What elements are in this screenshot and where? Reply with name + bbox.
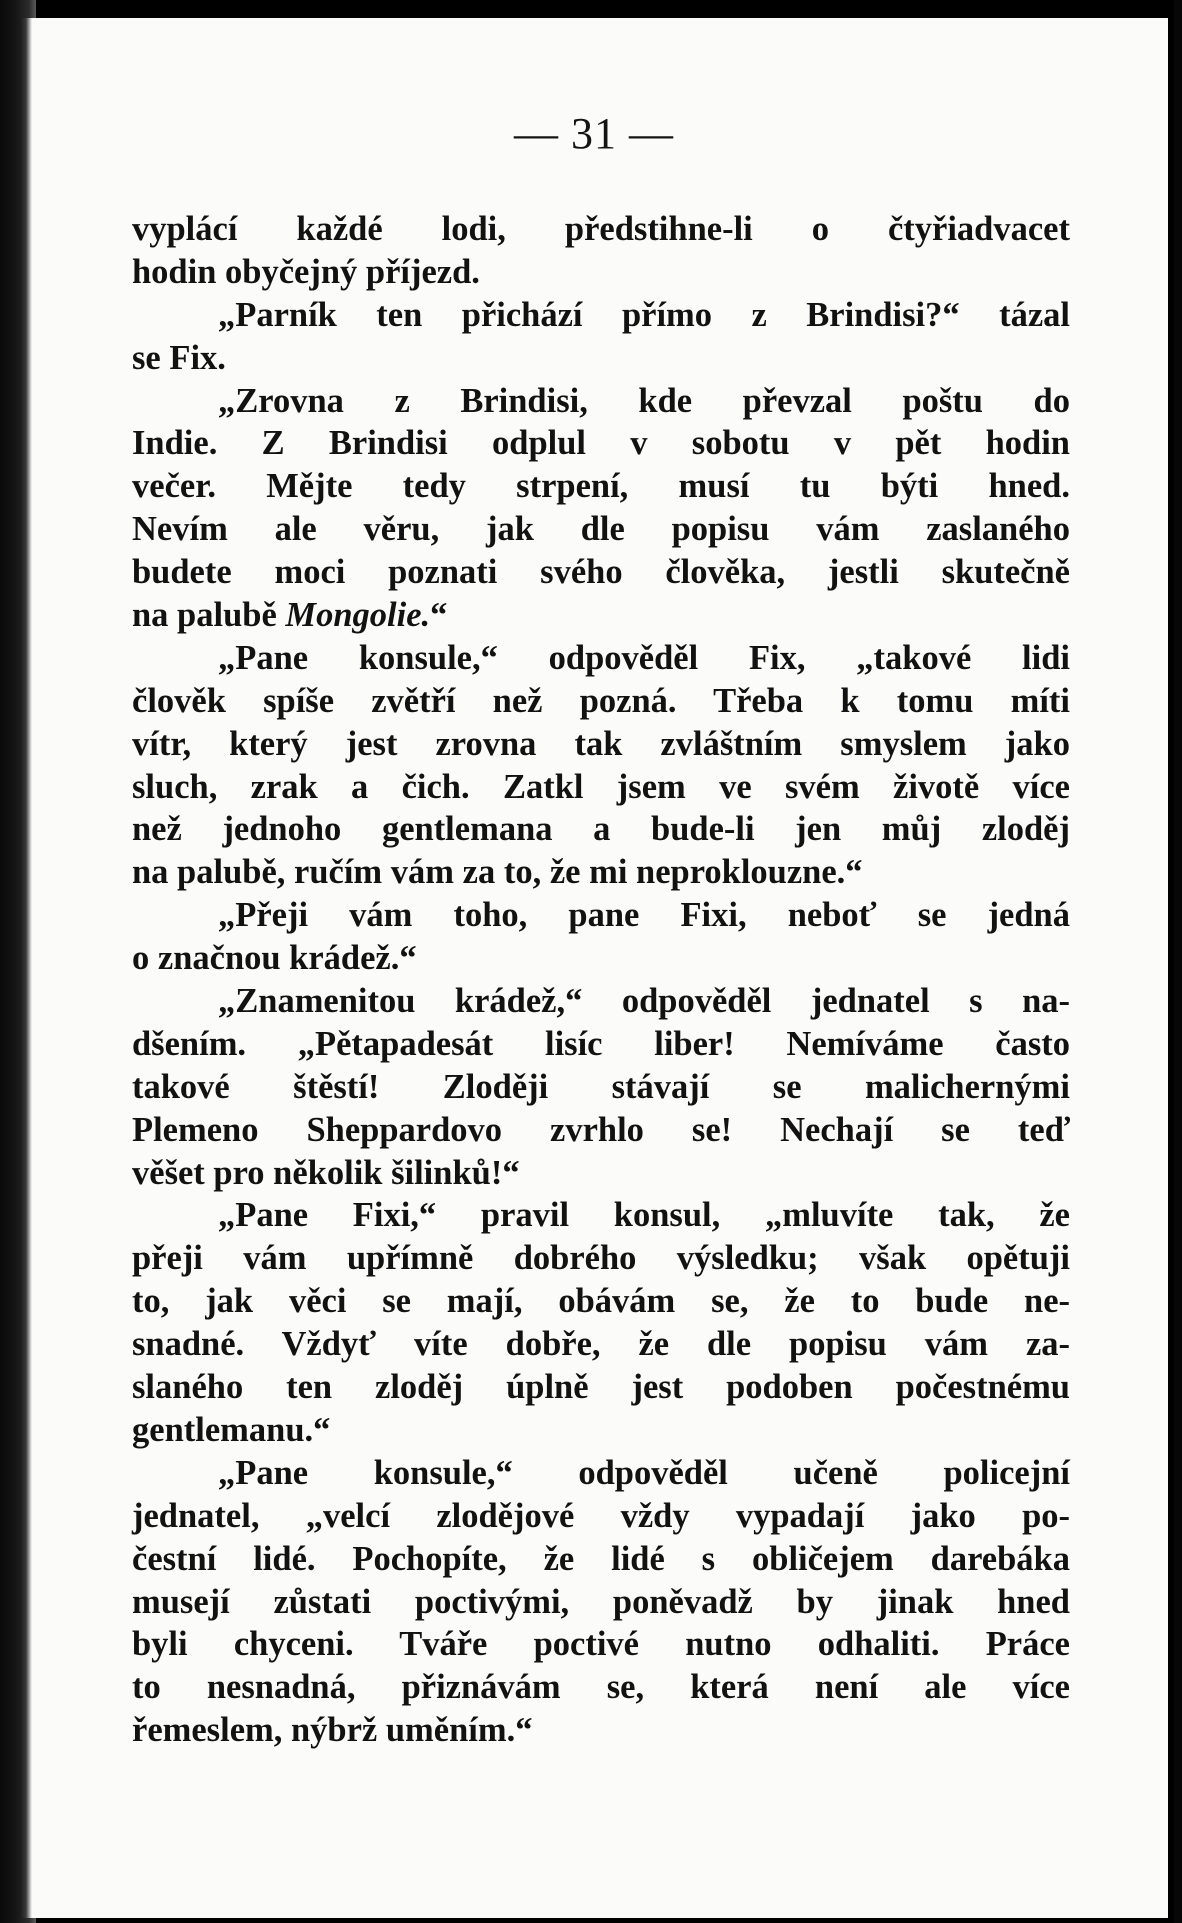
text-line: Nevím ale věru, jak dle popisu vám zaslaného (132, 510, 1070, 549)
text-line: „Pane konsule,“ odpověděl Fix, „takové lidi (218, 638, 1070, 677)
text-line: vyplácí každé lodi, předstihne-li o čtyřiadvacet (132, 210, 1070, 248)
text-line: „Přeji vám toho, pane Fixi, neboť se jedná (218, 896, 1070, 935)
text-line: dšením. „Pětapadesát lisíc liber! Nemíváme často (132, 1024, 1070, 1063)
body-text (132, 208, 1070, 1752)
closing-quote: “ (430, 596, 448, 635)
ship-name: Mongolie. (285, 596, 431, 635)
text-line: to, jak věci se mají, obávám se, že to bude ne- (132, 1282, 1070, 1321)
text-line: „Pane konsule,“ odpověděl učeně policejní (218, 1453, 1070, 1492)
text-line: gentlemanu.“ (132, 1410, 331, 1449)
text-line: věšet pro několik šilinků!“ (132, 1153, 520, 1192)
text-line: „Zrovna z Brindisi, kde převzal poštu do (218, 381, 1070, 420)
text-line: jednatel, „velcí zlodějové vždy vypadají jako po- (132, 1496, 1070, 1535)
text-line: se Fix. (132, 338, 226, 377)
text-line: to nesnadná, přiznávám se, která není ale více (132, 1668, 1070, 1707)
text-line: přeji vám upřímně dobrého výsledku; však opětuji (132, 1239, 1070, 1278)
text-line: na palubě, ručím vám za to, že mi neproklouzne.“ (132, 853, 863, 892)
text-line: snadné. Vždyť víte dobře, že dle popisu vám za- (132, 1325, 1070, 1364)
text-line (132, 594, 1070, 637)
text-line: večer. Mějte tedy strpení, musí tu býti hned. (132, 467, 1070, 506)
text-line: musejí zůstati poctivými, poněvadž by jinak hned (132, 1582, 1070, 1621)
binding-shadow (20, 18, 32, 1918)
text-line: než jednoho gentlemana a bude-li jen můj zloděj (132, 810, 1070, 849)
text-line: takové štěstí! Zloději stávají se malichernými (132, 1067, 1070, 1106)
text-line: sluch, zrak a čich. Zatkl jsem ve svém životě více (132, 767, 1070, 806)
text-line: člověk spíše zvětří než pozná. Třeba k tomu míti (132, 681, 1070, 720)
text-line: o značnou krádež.“ (132, 939, 417, 978)
text-line: hodin obyčejný příjezd. (132, 252, 480, 291)
text-line: Indie. Z Brindisi odplul v sobotu v pět hodin (132, 424, 1070, 463)
text-line: „Parník ten přichází přímo z Brindisi?“ tázal (218, 295, 1070, 334)
text-line: řemeslem, nýbrž uměním.“ (132, 1711, 533, 1750)
page-number: — 31 — (514, 109, 674, 158)
text-fragment: na palubě (132, 596, 277, 635)
text-line: „Znamenitou krádež,“ odpověděl jednatel s na- (218, 982, 1070, 1021)
scan-right-edge (1174, 0, 1182, 1923)
text-line: Plemeno Sheppardovo zvrhlo se! Nechají se teď (132, 1110, 1070, 1149)
text-line: slaného ten zloděj úplně jest podoben počestnému (132, 1368, 1070, 1407)
text-line: vítr, který jest zrovna tak zvláštním smyslem jako (132, 724, 1070, 763)
text-line: čestní lidé. Pochopíte, že lidé s obličejem darebáka (132, 1539, 1070, 1578)
text-line: „Pane Fixi,“ pravil konsul, „mluvíte tak, že (218, 1196, 1070, 1235)
text-line: budete moci poznati svého člověka, jestli skutečně (132, 553, 1070, 592)
text-line: byli chyceni. Tváře poctivé nutno odhaliti. Práce (132, 1625, 1070, 1664)
book-page (20, 18, 1168, 1918)
